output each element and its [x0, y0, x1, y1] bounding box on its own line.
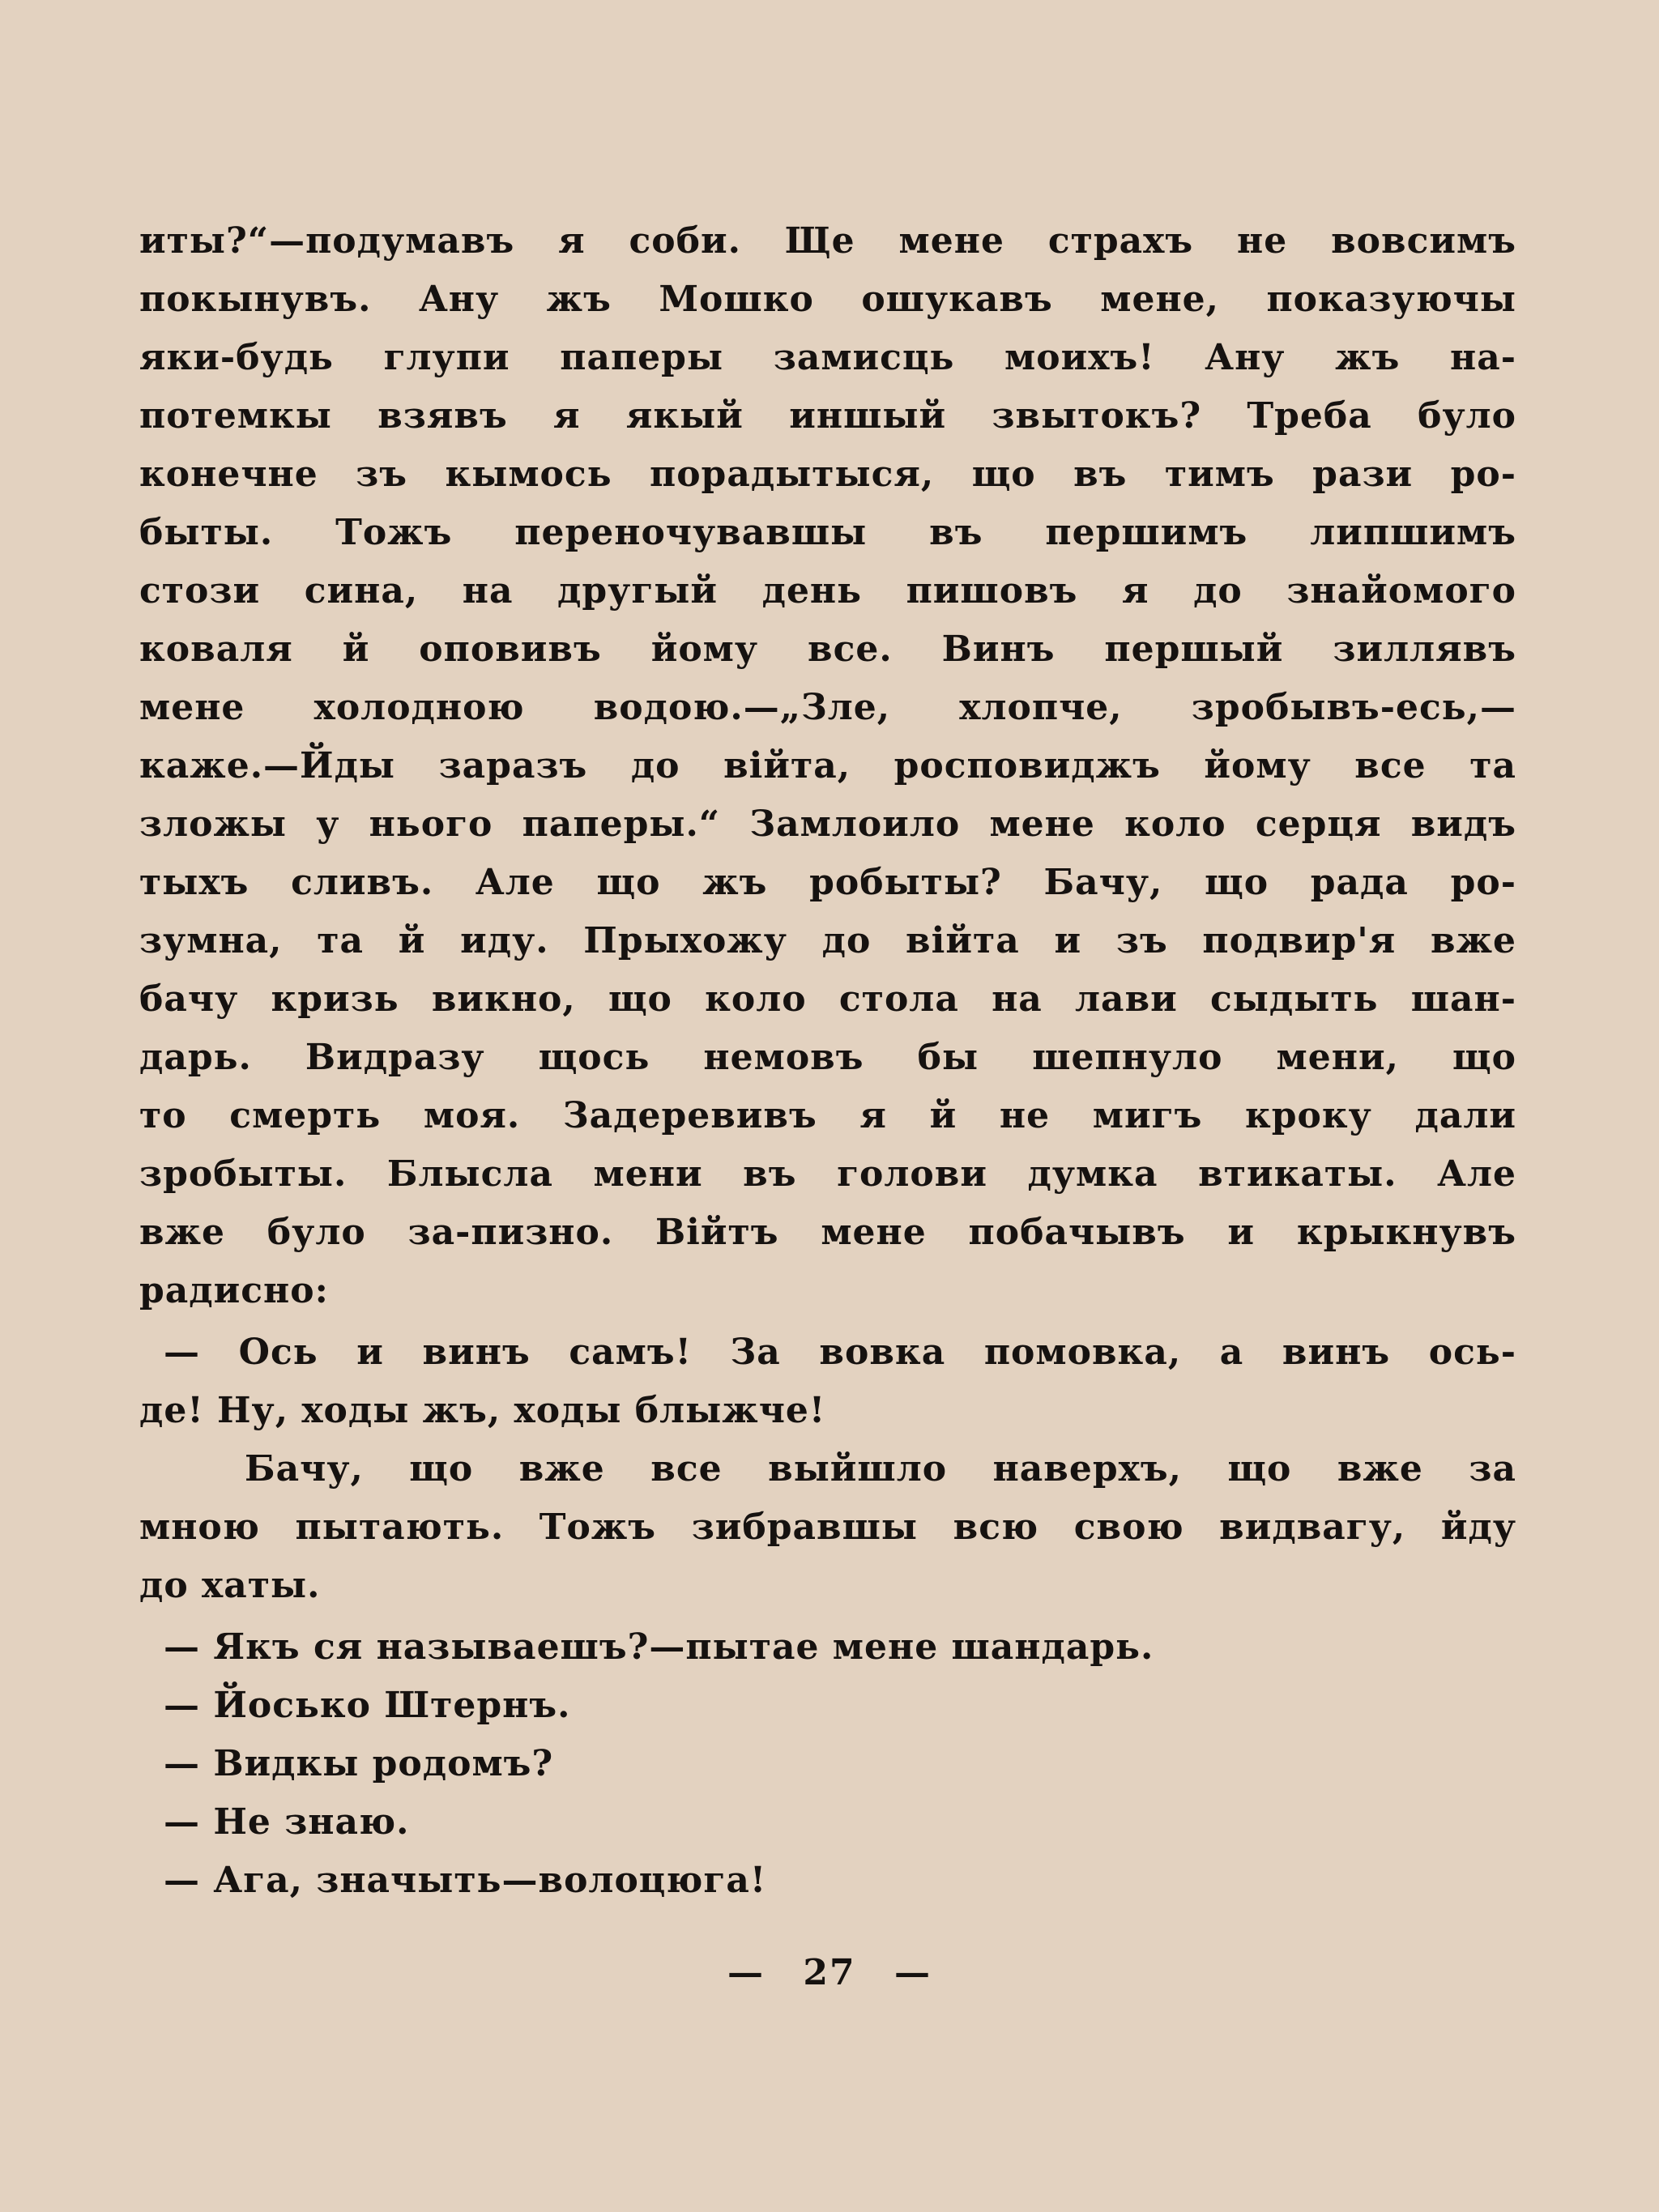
text-line: потемкы взявъ я якый иншый звытокъ? Треба було [139, 395, 1516, 437]
dialogue-line: — Йосько Штернъ. [164, 1685, 571, 1726]
text-line: тыхъ сливъ. Але що жъ робыты? Бачу, що рада ро- [139, 862, 1516, 903]
text-line: то смерть моя. Задеревивъ я й не мигъ кроку дали [139, 1095, 1516, 1136]
text-line: до хаты. [139, 1565, 321, 1606]
page-number-value: 27 [803, 1952, 856, 1993]
text-line: дарь. Видразу щось немовъ бы шепнуло мени, що [139, 1037, 1516, 1078]
dialogue-line: — Видкы родомъ? [164, 1743, 554, 1784]
text-line: вже було за-пизно. Війтъ мене побачывъ и крыкнувъ [139, 1212, 1516, 1253]
text-line: де! Ну, ходы жъ, ходы блыжче! [139, 1390, 826, 1431]
text-line: бачу кризь викно, що коло стола на лави сыдыть шан- [139, 978, 1516, 1020]
dialogue-line: — Якъ ся называешъ?—пытае мене шандарь. [164, 1626, 1154, 1668]
dialogue-line: — Ось и винъ самъ! За вовка помовка, а винъ ось- [164, 1332, 1516, 1373]
paragraph-start-line: Бачу, що вже все выйшло наверхъ, що вже за [245, 1448, 1516, 1490]
text-line: зумна, та й иду. Прыхожу до війта и зъ подвир'я вже [139, 920, 1516, 961]
text-line: конечне зъ кымось порадытыся, що въ тимъ рази ро- [139, 454, 1516, 495]
text-line: зробыты. Блысла мени въ голови думка втикаты. Але [139, 1153, 1516, 1195]
page-number-dash-right: — [893, 1952, 932, 1993]
text-line: мною пытають. Тожъ зибравшы всю свою видвагу, йду [139, 1507, 1516, 1548]
text-line: радисно: [139, 1270, 329, 1311]
dialogue-line: — Ага, значыть—волоцюга! [164, 1860, 767, 1901]
page-number [0, 1952, 1659, 1993]
text-line: мене холодною водою.—„Зле, хлопче, зробывъ-есь,— [139, 687, 1516, 728]
dialogue-line: — Не знаю. [164, 1801, 410, 1843]
text-line: коваля й оповивъ йому все. Винъ першый зиллявъ [139, 629, 1516, 670]
page-text [139, 212, 1516, 1910]
text-line: покынувъ. Ану жъ Мошко ошукавъ мене, показуючы [139, 279, 1516, 320]
text-line: каже.—Йды заразъ до війта, росповиджъ йому все та [139, 745, 1516, 786]
text-line: быты. Тожъ переночувавшы въ першимъ липшимъ [139, 512, 1516, 553]
text-line: зложы у нього паперы.“ Замлоило мене коло серця видъ [139, 803, 1516, 845]
text-line: иты?“—подумавъ я соби. Ще мене страхъ не вовсимъ [139, 220, 1516, 262]
text-line: стози сина, на другый день пишовъ я до знайомого [139, 570, 1516, 612]
page-number-dash-left: — [727, 1952, 766, 1993]
text-line: яки-будь глупи паперы замисць моихъ! Ану жъ на- [139, 337, 1516, 378]
